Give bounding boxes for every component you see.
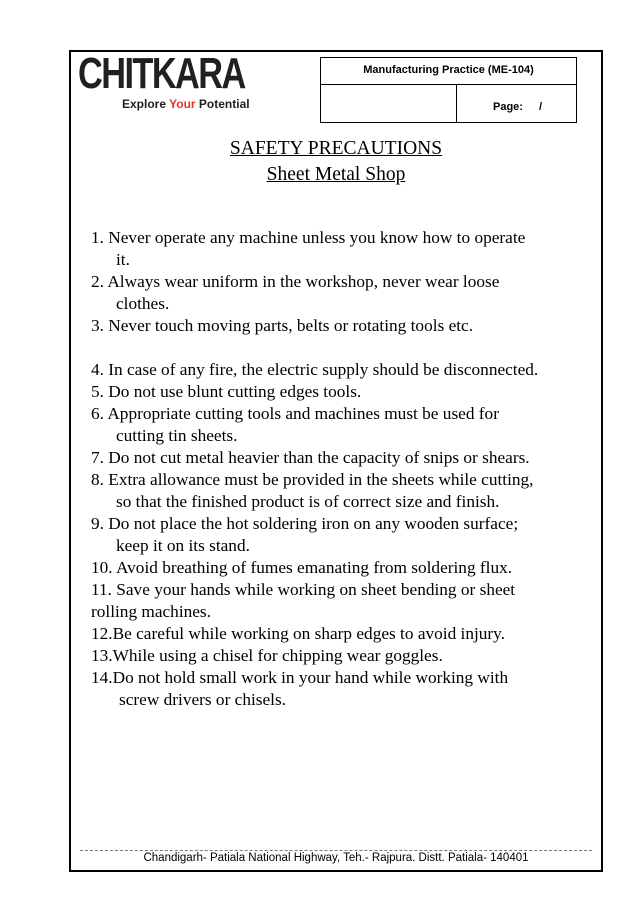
- item-text: 14.Do not hold small work in your hand while working with: [91, 668, 509, 687]
- item-text: 10. Avoid breathing of fumes emanating from soldering flux.: [91, 558, 513, 577]
- tagline-accent: Your: [169, 97, 196, 111]
- list-item: [91, 645, 601, 667]
- course-title: Manufacturing Practice (ME-104): [321, 58, 576, 85]
- list-item: [91, 359, 601, 381]
- item-text: 5. Do not use blunt cutting edges tools.: [91, 382, 362, 401]
- item-text: 9. Do not place the hot soldering iron on any wooden surface;: [91, 514, 519, 533]
- logo-wordmark: CHITKARA: [78, 49, 245, 98]
- item-text: 8. Extra allowance must be provided in the sheets while cutting,: [91, 470, 534, 489]
- item-text: 7. Do not cut metal heavier than the capacity of snips or shears.: [91, 448, 530, 467]
- list-item: [91, 579, 601, 623]
- item-text: 12.Be careful while working on sharp edges to avoid injury.: [91, 624, 506, 643]
- tagline-post: Potential: [195, 97, 250, 111]
- list-item: [91, 557, 601, 579]
- list-item: [91, 447, 601, 469]
- tagline-pre: Explore: [122, 97, 170, 111]
- precautions-list: [91, 227, 601, 711]
- list-item: [91, 667, 601, 711]
- item-continuation: cutting tin sheets.: [116, 426, 238, 445]
- logo-tagline: [122, 97, 250, 111]
- list-item: [91, 271, 601, 315]
- item-text: 6. Appropriate cutting tools and machines must be used for: [91, 404, 499, 423]
- list-item: [91, 469, 601, 513]
- title-block: [69, 136, 603, 188]
- item-text: 4. In case of any fire, the electric supply should be disconnected.: [91, 360, 539, 379]
- item-text: 11. Save your hands while working on sheet bending or sheet: [91, 580, 516, 599]
- list-item: [91, 403, 601, 447]
- item-continuation: keep it on its stand.: [116, 536, 250, 555]
- header-divider: [456, 85, 457, 123]
- item-continuation: it.: [116, 250, 130, 269]
- page-label: Page:: [493, 101, 523, 113]
- list-item: [91, 315, 601, 337]
- item-continuation: so that the finished product is of correct size and finish.: [116, 492, 500, 511]
- page-title: SAFETY PRECAUTIONS: [229, 138, 443, 159]
- item-continuation: rolling machines.: [91, 602, 211, 621]
- page-row: [321, 85, 576, 123]
- chitkara-logo: [78, 49, 318, 112]
- header-info-table: [320, 57, 577, 123]
- page-value: /: [539, 101, 543, 113]
- footer-divider: [80, 850, 592, 851]
- item-text: 1. Never operate any machine unless you know how to operate: [91, 228, 526, 247]
- item-continuation: screw drivers or chisels.: [119, 690, 286, 709]
- list-item: [91, 381, 601, 403]
- item-text: 2. Always wear uniform in the workshop, never wear loose: [91, 272, 500, 291]
- list-item: [91, 513, 601, 557]
- page-subtitle: Sheet Metal Shop: [266, 164, 406, 185]
- item-continuation: clothes.: [116, 294, 170, 313]
- footer-address: Chandigarh- Patiala National Highway, Teh.- Rajpura. Distt. Patiala- 140401: [143, 852, 529, 864]
- item-text: 13.While using a chisel for chipping wear goggles.: [91, 646, 443, 665]
- list-item: [91, 623, 601, 645]
- list-item: [91, 227, 601, 271]
- item-text: 3. Never touch moving parts, belts or rotating tools etc.: [91, 316, 474, 335]
